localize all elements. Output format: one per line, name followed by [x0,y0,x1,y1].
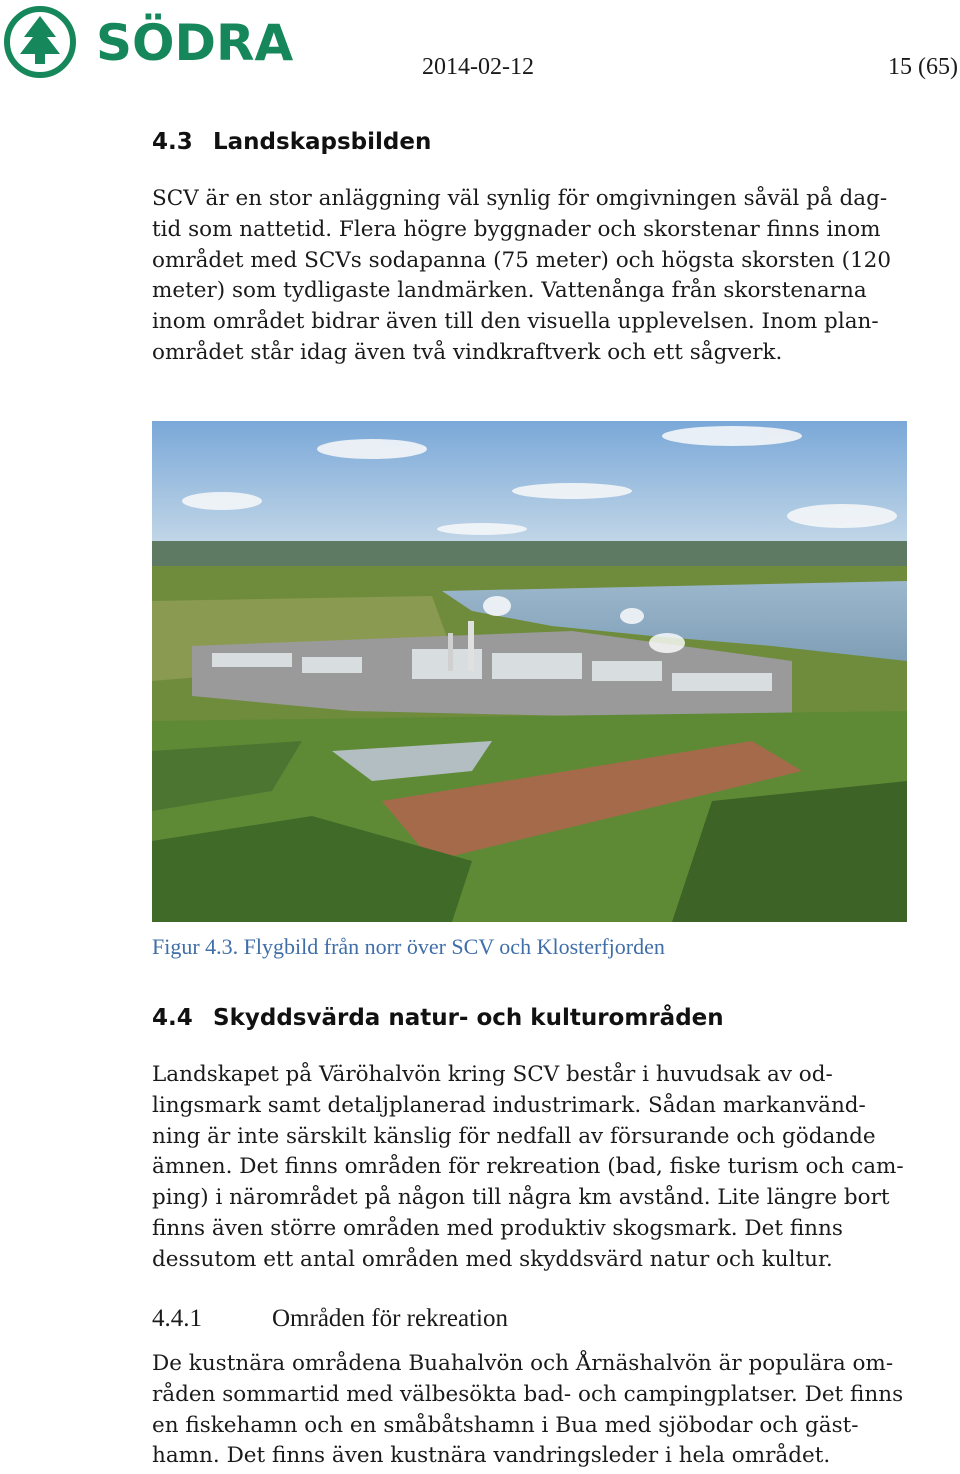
text-line: området med SCVs sodapanna (75 meter) och högsta skorsten (120 [152,247,892,273]
text-line: Landskapet på Väröhalvön kring SCV består i huvudsak av od- [152,1062,833,1087]
text-line: ping) i närområdet på någon till några km avstånd. Lite längre bort [152,1185,890,1211]
figure-caption: Figur 4.3. Flygbild från norr över SCV och Klosterfjorden [152,934,665,959]
text-line: finns även större områden med produktiv skogsmark. Det finns [152,1215,843,1241]
paragraph-rekreation [152,1349,932,1472]
text-line: tid som nattetid. Flera högre byggnader och skorstenar finns inom [152,216,881,242]
chimney [468,621,474,671]
text-line: dessutom ett antal områden med skyddsvärd natur och kultur. [152,1246,833,1272]
text-line: lingsmark samt detaljplanerad industrimark. Sådan markanvänd- [152,1092,866,1118]
text-line: meter) som tydligaste landmärken. Vattenånga från skorstenarna [152,278,867,304]
subsection-number: 4.4.1 [152,1305,202,1332]
sodra-emblem-icon [4,4,84,78]
sodra-logo [4,4,324,78]
text-line: hamn. Det finns även kustnära vandringsleder i hela området. [152,1443,831,1469]
paragraph-landskapsbilden [152,184,932,369]
logo-wordmark: SÖDRA [96,14,294,72]
section-heading-4-3 [152,129,431,155]
text-line: ämnen. Det finns områden för rekreation (bad, fiske turism och cam- [152,1154,904,1180]
section-heading-4-4 [152,1005,724,1031]
text-line: området står idag även två vindkraftverk och ett sågverk. [152,339,783,365]
text-line: SCV är en stor anläggning väl synlig för omgivningen såväl på dag- [152,186,888,211]
document-date: 2014-02-12 [422,54,534,80]
text-line: De kustnära områdena Buahalvön och Årnäshalvön är populära om- [152,1351,894,1376]
aerial-photo [152,421,907,922]
text-line: ning är inte särskilt känslig för nedfall av försurande och gödande [152,1123,876,1149]
subsection-heading-4-4-1 [152,1305,508,1333]
page-number: 15 (65) [888,54,958,80]
text-line: en fiskehamn och en småbåtshamn i Bua med sjöbodar och gäst- [152,1412,859,1438]
section-number: 4.3 [152,129,193,155]
chimney [448,633,453,671]
paragraph-skyddsvarda [152,1060,932,1276]
text-line: råden sommartid med välbesökta bad- och campingplatser. Det finns [152,1381,904,1407]
text-line: inom området bidrar även till den visuella upplevelsen. Inom plan- [152,309,879,335]
section-number: 4.4 [152,1005,193,1031]
section-title: Skyddsvärda natur- och kulturområden [213,1005,724,1031]
section-title: Landskapsbilden [213,129,432,155]
subsection-title: Områden för rekreation [272,1305,508,1332]
